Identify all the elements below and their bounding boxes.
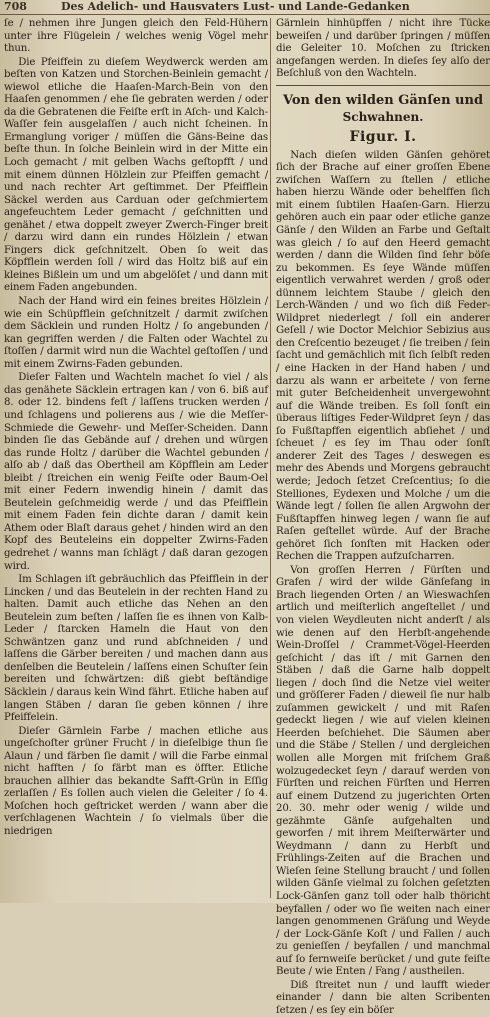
right-intro-paragraph: Gärnlein hinhüpffen / nicht ihre Tücke beweiſen / und darüber ſpringen / müſſen die Geleiter 10. Moſchen zu ſtricken angefangen werden. In dieſes ſey alſo der Beſchluß von den Wachteln.: [276, 18, 490, 80]
figure-label: Figur. I.: [349, 128, 417, 145]
right-paragraph-2: Von groſſen Herren / Fürſten und Grafen / wird der wilde Gänſefang in Brach liegenden Orten / an Wieswachſen artlich und meiſterlich angeſtellet / und von vielen Weydleuten nicht anderſt / als wie denen auf den Herbſt-angehende Wein-Droſſel / Crammet-Vögel-Heerden geſchicht / das iſt / mit Garnen den Stäben / daß die Garne halb doppelt liegen / doch ſind die Netze viel weiter und gröſſerer Faden / dieweil ſie nur halb zuſammen gewickelt / und mit Raſen gedeckt liegen / wie auf vielen kleinen Heerden beſchiehet. Die Säumen aber und die Stäbe / Stellen / und dergleichen wollen alle Morgen mit friſchem Graß wolzugedecket ſeyn / darauf werden von Fürſten und reichen Fürſten und Herren auf einem Dutzend zu jugerichten Orten 20. 30. mehr oder wenig / wilde und gezähmte Gänſe aufgehalten und geworfen / mit ihrem Meiſterwärter und Weydmann / dann zu Herbſt und Frühlings-Zeiten auf die Brachen und Wieſen ſeine Stellung braucht / und ſollen wilden Gänſe vielmal zu ſolchen geſetzten Lock-Gänſen ganz toll oder halb thöricht beyfallen / oder wo ſie weiten nach einer langen genommenen Gräſung und Weyde / der Lock-Gänſe Koſt / und Fallen / auch zu genieſſen / beyfallen / und manchmal auf ſo fernweiſe berücket / und gute feiſte Beute / wie Enten / Fang / austheilen.: [276, 564, 490, 978]
right-paragraph-1: Nach dieſen wilden Gänſen gehöret ſich der Brache auf einer groſſen Ebene zwiſchen Waſſern zu ſtellen / etliche haben hierzu Wände oder behelffen ſich mit einem ſubtilen Haaſen-Garn. Hierzu gehören auch ein paar oder etliche ganze Gänſe / den Wilden an Farbe und Geſtalt was gleich / ſo auf den Heerd gemacht werden / dann die Wilden ſind ſehr böſe zu bekommen. Es ſeye Wände müſſen eigentlich verwahret werden / groß oder dünnem leichtem Staube / gleich den Lerch-Wänden / und wo ſich diß Feder-Wildpret niederlegt / ſoll ein anderer Geſell / wie Doctor Melchior Sebizius aus den Creſcentio bezeuget / ſie treiben / ſein ſacht und gemächlich mit ſich ſelbſt reden / eine Hacken in der Hand haben / und darzu als wann er arbeitete / von ferne mit guter Beſcheidenheit unvergewohnt auf die Wände treiben. Es ſoll ſonſt ein überaus liſtiges Feder-Wildpret ſeyn / das ſo Fußſtapffen eigentlich abſiehet / und ſcheuet / es ſey im Thau oder ſonſt anderer Zeit des Tages / deswegen es mehr des Abends und Morgens gebraucht werde; Jedoch ſetzet Creſcentius; ſo die Stelliones, Eydexen und Molche / um die Wände legt / ſollen ſie allen Argwohn der Fußſtapffen hinweg legen / wann ſie auf Raſen geſtellet würde. Auf der Brache gehöret ſich ſonſten mit Hacken oder Rechen die Trappen aufzuſcharren.: [276, 149, 490, 563]
column-divider: [270, 18, 271, 898]
left-paragraph-5: Im Schlagen iſt gebräuchlich das Pfeifflein in der Lincken / und das Beutelein in der rechten Hand zu halten. Damit auch etliche das Nehen an den Beutelein zum beſten / laſſen ſie es ihnen von Kalb-Leder / ſtarcken Hameln die Haut von den Schwäntzen ganz und rund abſchneiden / und laſſens die Gärber bereiten / und machen dann aus denſelben die Beutelein / laſſens einen Schuſter ſein bereiten und ſchwärtzen: diß giebt beſtändige Säcklein / daraus kein Wind fährt. Etliche haben auf langen Stäben / daran ſie geben können / ihre Pfeiffelein.: [4, 574, 268, 724]
section-subheading: Schwahnen.: [342, 109, 424, 124]
section-heading: Von den wilden Gänſen und: [282, 92, 484, 108]
left-paragraph-6: Dieſer Gärnlein Farbe / machen etliche aus ungeſchoſter grüner Frucht / in dieſelbige thun ſie Alaun / und färben ſie damit / will die Farbe einmal nicht hafften / ſo färbt man es öffter. Etliche brauchen allhier das bekandte Safft-Grün in Eſſig zerlaſſen / Es ſollen auch vielen die Geleiter / ſo 4. Moſchen hoch geſtricket werden / wann aber die verſchlagenen Wachtein / ſo vielmals über die niedrigen: [4, 725, 268, 837]
running-header: [0, 0, 490, 15]
running-title: Des Adelich- und Hausvaters Lust- und Lande-Gedanken: [60, 0, 410, 13]
left-paragraph-3: Nach der Hand wird ein feines breites Hölzlein / wie ein Schüpfflein geſchnitzelt / darmit zwiſchen dem Säcklein und runden Holtz / ſo angebunden / kan gegriffen werden / die Falten oder Wachtel zu ſtoſſen / darmit wird nun die Wachtel geſtoſſen / und mit einem Zwirns-Faden gebunden.: [4, 296, 268, 370]
left-paragraph-2: Die Pfeiffein zu dieſem Weydwerck werden am beſten von Katzen und Storchen-Beinlein gemacht / wiewol etliche die Haaſen-March-Bein von den Haaſen genommen / ehe ſie gebraten werden / oder da die Gebratenen die Feiſte erſt in Aſch- und Kalch-Waſſer fein ausgelaſſen / auch nicht ſcheinen. In Ermanglung voriger / müſſen die Gäns-Beine das beſte thun. In ſolche Beinlein wird in der Mitte ein Loch gemacht / mit gelben Wachs geſtopfft / und mit einem dünnen Hölzlein zur Pfeiffen gemacht / und nach rechter Art geſtimmet. Der Pfeifflein Säckel werden aus Carduan oder geſchmiertem angefeuchtem Leder gemacht / geſchnitten und genähet / etwa doppelt zweyer Zwerch-Finger breit / darzu wird dann ein rundes Hölzlein / etwan Fingers dick geſchnitzelt. Oben ſo weit das Köpfflein werden ſoll / wird das Holtz biß auf ein kleines Bißlein um und um abgelöſet / und dann mit einem Faden angebunden.: [4, 56, 268, 294]
page-number: 708: [4, 0, 27, 13]
left-paragraph-1: ſe / nehmen ihre Jungen gleich den Feld-Hühern unter ihre Flügelein / welches wenig Vögel mehr thun.: [4, 18, 268, 55]
section-rule: [276, 85, 490, 86]
right-paragraph-3: Diß ſtreitet nun / und laufft wieder einander / dann bie alten Scribenten ſetzen / es ſey ein böſer: [276, 979, 490, 1016]
left-paragraph-4: Dieſer Falten und Wachteln machet ſo viel / als das genähete Säcklein ertragen kan / von 6. biß auf 8. oder 12. bindens feſt / laſſens trucken werden / und ſchlagens und polierens aus / wie die Meſſer-Schmiede die Gewehr- und Meſſer-Scheiden. Dann binden ſie das Gebände auf / drehen und würgen das runde Holtz / darüber die Wachtel gebunden / alſo ab / daß das Obertheil am Köpfflein am Leder bleibt / ſtreichen ein wenig Feiſte oder Baum-Oel mit einer Federn inwendig hinein / damit das Beutelein geſchmeidig werde / und das Pfeifflein mit einem Faden fein dichte daran / damit kein Athem oder Blaſt daraus gehet / hinden wird an den Kopf des Beuteleins ein doppelter Zwirns-Faden gedrehet / wanns man ſchlägt / daß daran gezogen wird.: [4, 372, 268, 572]
left-column: [4, 18, 268, 903]
right-column: [276, 18, 490, 1016]
